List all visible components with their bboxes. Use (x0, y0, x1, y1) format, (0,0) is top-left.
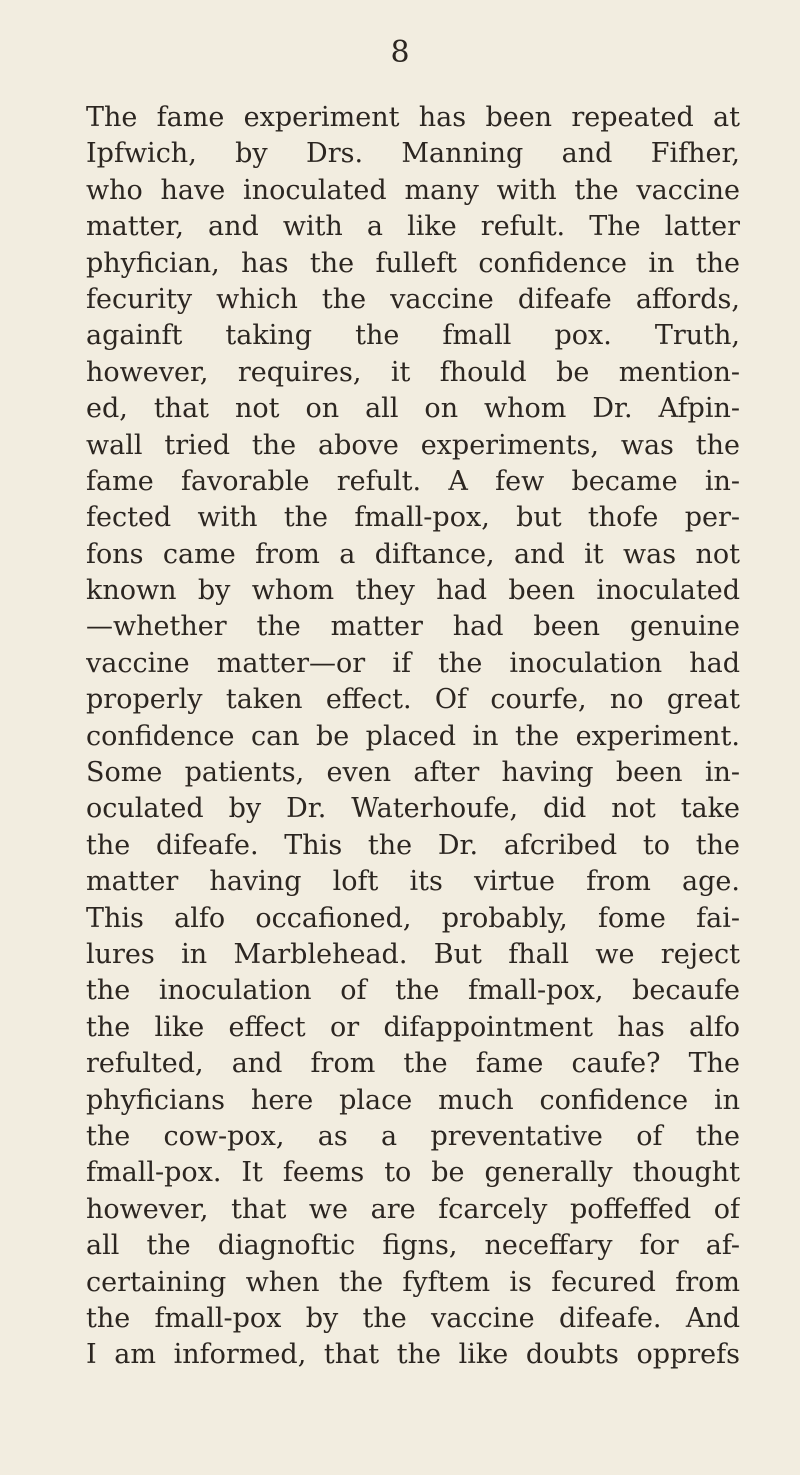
text-line: This alfo occafioned, probably, fome fai- (86, 902, 740, 934)
text-line: oculated by Dr. Waterhoufe, did not take (86, 793, 740, 825)
text-line: lures in Marblehead. But fhall we reject (86, 938, 740, 970)
text-line: however, that we are fcarcely poffeffed of (86, 1193, 740, 1225)
text-line: fecurity which the vaccine difeafe affords, (86, 283, 740, 315)
text-line: confidence can be placed in the experiment. (86, 720, 740, 752)
page-number: 8 (390, 35, 410, 70)
text-line: —whether the matter had been genuine (86, 611, 740, 643)
text-line: I am informed, that the like doubts opprefs (86, 1339, 740, 1371)
text-line: The fame experiment has been repeated at (86, 102, 740, 133)
text-line: refulted, and from the fame caufe? The (86, 1048, 740, 1080)
text-line: Ipfwich, by Drs. Manning and Fifher, (86, 138, 740, 170)
text-line: matter, and with a like refult. The latter (86, 211, 740, 243)
text-line: the like effect or difappointment has alfo (86, 1011, 740, 1043)
text-line: againft taking the fmall pox. Truth, (86, 320, 740, 352)
text-line: Some patients, even after having been in- (86, 757, 740, 789)
body-text (86, 100, 740, 1374)
text-line: phyfician, has the fulleft confidence in the (86, 247, 740, 279)
text-line: fons came from a diftance, and it was not (86, 538, 740, 570)
text-line: fame favorable refult. A few became in- (86, 465, 740, 497)
text-line: the difeafe. This the Dr. afcribed to the (86, 829, 740, 861)
text-line: matter having loft its virtue from age. (86, 866, 740, 898)
text-line: the cow-pox, as a preventative of the (86, 1120, 740, 1152)
text-line: fected with the fmall-pox, but thofe per- (86, 502, 740, 534)
text-line: fmall-pox. It feems to be generally thought (86, 1157, 740, 1189)
text-line: certaining when the fyftem is fecured from (86, 1266, 740, 1298)
text-line: all the diagnoftic figns, neceffary for af- (86, 1230, 740, 1262)
text-line: ed, that not on all on whom Dr. Afpin- (86, 393, 740, 425)
text-line: the fmall-pox by the vaccine difeafe. And (86, 1302, 740, 1334)
text-line: phyficians here place much confidence in (86, 1084, 740, 1116)
text-line: known by whom they had been inoculated (86, 575, 740, 607)
text-line: properly taken effect. Of courfe, no great (86, 684, 740, 716)
text-line: wall tried the above experiments, was the (86, 429, 740, 461)
text-line: however, requires, it fhould be mention- (86, 356, 740, 388)
text-line: the inoculation of the fmall-pox, becaufe (86, 975, 740, 1007)
text-line: vaccine matter—or if the inoculation had (86, 647, 740, 679)
text-line: who have inoculated many with the vaccine (86, 174, 740, 206)
